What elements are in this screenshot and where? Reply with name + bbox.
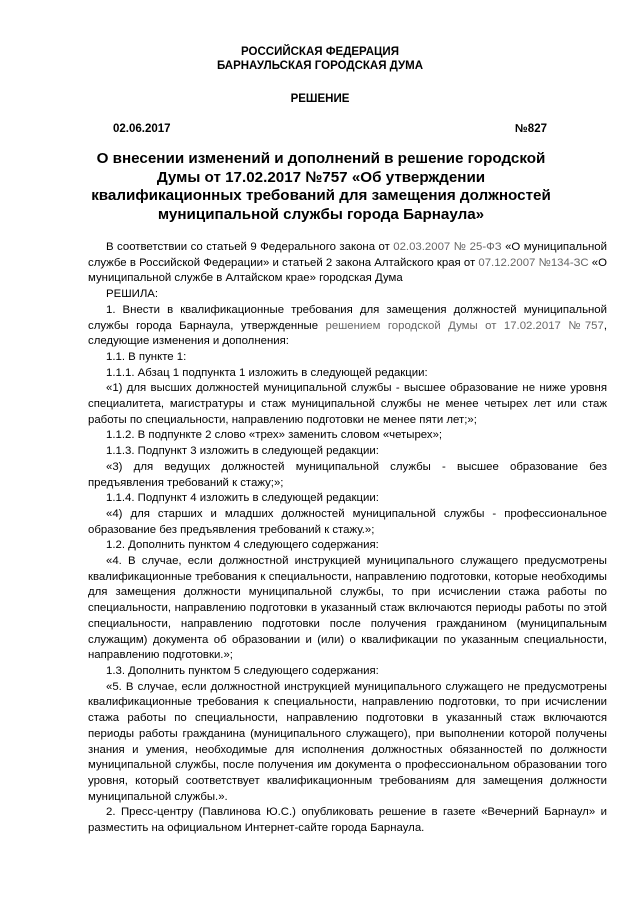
item-2: 2. Пресс-центру (Павлинова Ю.С.) опубликовать решение в газете «Вечерний Барнаул» и разместить на официальном Интернет-сайте города Барнаула. (88, 806, 607, 835)
document-title: О внесении изменений и дополнений в решение городской Думы от 17.02.2017 №757 «Об утверждении квалификационных требований для замещения должностей муниципальной службы города Барнаула» (91, 150, 551, 223)
item-1-1-2: 1.1.2. В подпункте 2 слово «трех» заменить словом «четырех»; (106, 429, 443, 442)
preamble-text-2: «О муниципальной службе в Российской Федерации» и статьей 2 закона Алтайского края от (88, 241, 608, 269)
header-duma: БАРНАУЛЬСКАЯ ГОРОДСКАЯ ДУМА (216, 60, 424, 72)
law-link-1[interactable]: 02.03.2007 № 25-ФЗ (393, 241, 502, 253)
header-decision: РЕШЕНИЕ (290, 93, 350, 105)
quote-point-4: «4. В случае, если должностной инструкцией муниципального служащего предусмотрены квалификационные требования к специальности, направлению подготовки, которые необходимы для замещения должности муниципальной службы, то при исчислении стажа работы по специальности, направлению подготовки в указанный стаж включаются периоды работы по этой специальности, направлению подготовки после получения гражданином (муниципальным служащим) документа об образовании и (или) о квалификации по указанным специальности, направлению подготовки.»; (88, 555, 607, 662)
paragraph-1-text-1: 1. Внести в квалификационные требования для замещения должностей муниципальной службы города Барнаула, утвержденные (88, 303, 607, 332)
preamble-text-1: В соответствии со статьей 9 Федерального закона от (106, 241, 394, 253)
preamble (88, 240, 607, 287)
item-1-1: 1.1. В пункте 1: (106, 350, 187, 363)
document-body (88, 240, 607, 837)
item-1-2: 1.2. Дополнить пунктом 4 следующего содержания: (106, 539, 379, 552)
law-link-2[interactable]: 07.12.2007 №134-ЗС (478, 256, 589, 269)
quote-subpoint-3: «3) для ведущих должностей муниципальной службы - высшее образование без предъявления требований к стажу;»; (88, 460, 607, 489)
quote-point-5: «5. В случае, если должностной инструкцией муниципального служащего не предусмотрены квалификационные требования к специальности, направлению подготовки, то при исчислении стажа работы по специальности, направлению подготовки в указанный стаж включаются периоды работы гражданина (муниципального служащего), при выполнении которой получены знания и умения, необходимые для исполнения должностных обязанностей по должности муниципальной службы, после получения им документа о профессиональном образовании того уровня, который соответствует квалификационным требованиям для замещения должности муниципальной службы.». (88, 680, 607, 803)
document-number: №827 (514, 123, 547, 135)
item-1-1-1: 1.1.1. Абзац 1 подпункта 1 изложить в следующей редакции: (106, 366, 428, 379)
header-country: РОССИЙСКАЯ ФЕДЕРАЦИЯ (241, 46, 399, 58)
resolved-label: РЕШИЛА: (106, 288, 159, 301)
decision-link[interactable]: решением городской Думы от 17.02.2017 №757 (325, 319, 604, 332)
document-date: 02.06.2017 (113, 123, 171, 135)
item-1-1-4: 1.1.4. Подпункт 4 изложить в следующей редакции: (106, 492, 379, 505)
preamble-text-3: «О муниципальной службе в Алтайском крае» городская Дума (88, 256, 607, 285)
item-1-1-3: 1.1.3. Подпункт 3 изложить в следующей редакции: (106, 445, 379, 458)
quote-subpoint-4: «4) для старших и младших должностей муниципальной службы - профессиональное образование без предъявления требований к стажу.»; (88, 507, 607, 536)
quote-subpoint-1: «1) для высших должностей муниципальной службы - высшее образование не ниже уровня специалитета, магистратуры и стаж муниципальной службы не менее четырех лет или стаж работы по специальности, направлению подготовки не менее пяти лет;»; (88, 382, 607, 426)
paragraph-1 (88, 303, 607, 350)
item-1-3: 1.3. Дополнить пунктом 5 следующего содержания: (106, 664, 379, 677)
paragraph-1-text-2: , следующие изменения и дополнения: (88, 319, 607, 348)
